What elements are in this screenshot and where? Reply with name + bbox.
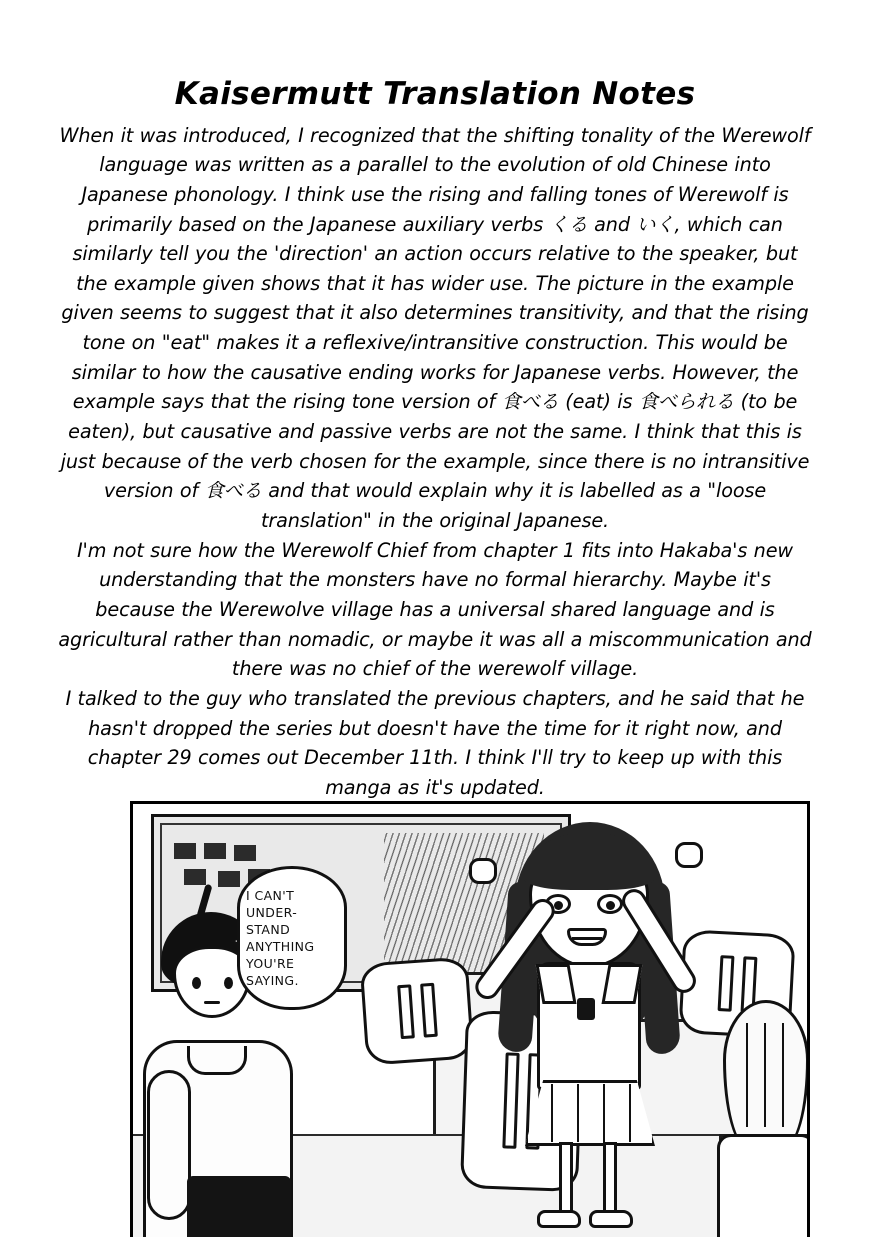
girl-necktie: [577, 998, 595, 1020]
boy-collar: [187, 1046, 247, 1075]
boy-eye-right: [224, 977, 233, 989]
notes-paragraph-2: I'm not sure how the Werewolf Chief from chapter 1 fits into Hakaba's new understanding that the monsters have no formal hierarchy. Maybe it's because the Werewolve village has a universal shared language and is agricultural rather than nomadic, or maybe it was all a miscommunication and there was no chief of the werewolf village.: [58, 538, 812, 681]
boy-mouth: [204, 1001, 220, 1004]
boy-eye-left: [192, 977, 201, 989]
girl-hand-left: [469, 858, 497, 884]
background-girl-character: [713, 1000, 810, 1237]
girl-pupil-right: [606, 901, 615, 910]
background-girl-uniform: [717, 1134, 810, 1237]
girl-hand-right: [675, 842, 703, 868]
girl-pupil-left: [554, 901, 563, 910]
girl-leg-left: [559, 1142, 573, 1216]
page-title: Kaisermutt Translation Notes: [174, 76, 696, 112]
girl-eye-right: [597, 894, 623, 914]
girl-leg-right: [603, 1142, 617, 1216]
comic-panel: [130, 801, 810, 1237]
werewolf-language-glyph-1: [360, 956, 475, 1065]
girl-shoe-right: [589, 1210, 633, 1228]
girl-shoe-left: [537, 1210, 581, 1228]
girl-collar-right: [601, 964, 642, 1004]
girl-collar-left: [535, 964, 576, 1004]
background-girl-hair: [723, 1000, 809, 1150]
boy-arm: [147, 1070, 191, 1220]
girl-skirt-pleats: [533, 1084, 647, 1144]
translation-notes-body: [57, 121, 813, 803]
speech-bubble: [237, 866, 347, 1010]
speech-bubble-text: I CAN'T UNDER- STAND ANYTHING YOU'RE SAYING.: [246, 888, 315, 988]
comic-panel-frame: [130, 801, 810, 1237]
notes-paragraph-1: When it was introduced, I recognized that the shifting tonality of the Werewolf language was written as a parallel to the evolution of old Chinese into Japanese phonology. I think use the rising and falling tones of Werewolf is primarily based on the Japanese auxiliary verbs くる and いく, which can similarly tell you the 'direction' an action occurs relative to the speaker, but the example given shows that it has wider use. The picture in the example given seems to suggest that it also determines transitivity, and that the rising tone on "eat" makes it a reflexive/intransitive construction. This would be similar to how the causative ending works for Japanese verbs. However, the example says that the rising tone version of 食べる (eat) is 食べられる (to be eaten), but causative and passive verbs are not the same. I think that this is just because of the verb chosen for the example, since there is no intransitive version of 食べる and that would explain why it is labelled as a "loose translation" in the original Japanese.: [59, 123, 811, 533]
notes-paragraph-3: I talked to the guy who translated the previous chapters, and he said that he hasn't dropped the series but doesn't have the time for it right now, and chapter 29 comes out December 11th. I think I'll try to keep up with this manga as it's updated.: [65, 687, 805, 799]
boy-trousers: [187, 1176, 291, 1237]
girl-character: [463, 812, 713, 1237]
